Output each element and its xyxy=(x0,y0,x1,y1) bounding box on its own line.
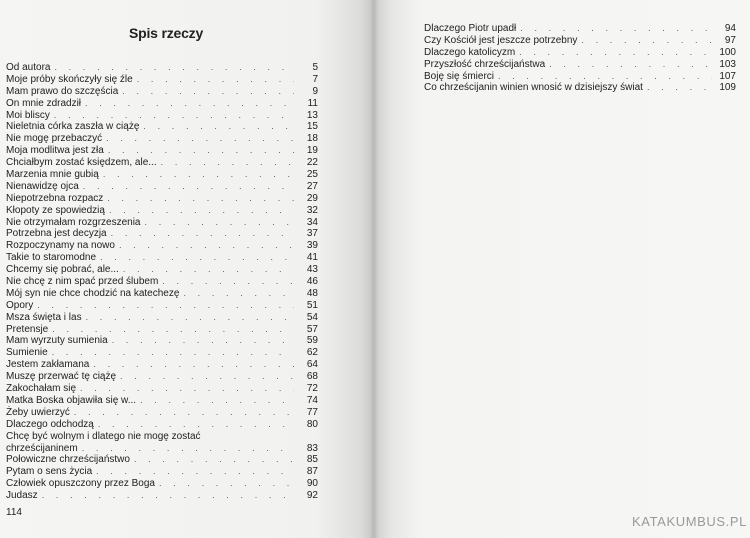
toc-entry-title: Msza święta i las xyxy=(6,311,82,323)
toc-leader-dots xyxy=(100,252,294,264)
toc-entry xyxy=(6,324,318,336)
toc-entry xyxy=(6,383,318,395)
toc-entry-page: 41 xyxy=(306,252,318,264)
toc-entry-title: Nieletnia córka zaszła w ciążę xyxy=(6,121,140,133)
toc-entry-page: 57 xyxy=(306,323,318,335)
page-number: 114 xyxy=(6,507,22,518)
toc-entry-page: 22 xyxy=(306,157,318,169)
toc-entry xyxy=(6,395,318,407)
toc-leader-dots xyxy=(519,47,712,59)
watermark: KATAKUMBUS.PL xyxy=(632,514,747,529)
toc-leader-dots xyxy=(109,205,294,217)
toc-entry xyxy=(6,133,318,145)
toc-entry-title: Kłopoty ze spowiedzią xyxy=(6,204,105,216)
toc-entry-page: 103 xyxy=(719,58,736,70)
toc-entry-page: 34 xyxy=(306,216,318,228)
toc-entry xyxy=(6,478,318,490)
toc-entry xyxy=(6,490,318,502)
toc-entry-page: 83 xyxy=(306,442,318,454)
toc-entry xyxy=(6,74,318,86)
toc-leader-dots xyxy=(103,169,294,181)
toc-leader-dots xyxy=(119,240,294,252)
toc-leader-dots xyxy=(86,312,294,324)
toc-entry-page: 62 xyxy=(306,347,318,359)
toc-entry xyxy=(6,205,318,217)
toc-list-left xyxy=(6,62,318,502)
toc-leader-dots xyxy=(520,23,712,35)
toc-leader-dots xyxy=(581,35,712,47)
toc-entry-title: Od autora xyxy=(6,62,51,73)
toc-leader-dots xyxy=(112,335,294,347)
toc-entry xyxy=(6,217,318,229)
toc-leader-dots xyxy=(498,71,712,83)
toc-entry-page: 48 xyxy=(306,287,318,299)
toc-entry-page: 37 xyxy=(306,228,318,240)
toc-entry-title: Co chrześcijanin winien wnosić w dzisiejszy świat xyxy=(424,82,643,94)
toc-entry-title: Chcemy się pobrać, ale... xyxy=(6,264,119,276)
toc-entry-page: 13 xyxy=(306,109,318,121)
toc-entry-page: 80 xyxy=(306,418,318,430)
toc-entry-title: Moje próby skończyły się źle xyxy=(6,73,133,85)
toc-entry xyxy=(6,335,318,347)
toc-entry-title: Takie to staromodne xyxy=(6,252,97,264)
toc-entry-title: Dlaczego odchodzą xyxy=(6,418,94,430)
toc-entry-title: On mnie zdradził xyxy=(6,97,82,109)
toc-entry-page: 59 xyxy=(306,335,318,347)
toc-entry-page: 7 xyxy=(312,73,318,85)
toc-entry xyxy=(6,300,318,312)
toc-entry xyxy=(6,62,318,74)
toc-entry-title: Boję się śmierci xyxy=(424,70,495,82)
toc-entry xyxy=(6,454,318,466)
toc-entry-title: Mam prawo do szczęścia xyxy=(6,85,119,97)
toc-entry-title: Pytam o sens życia xyxy=(6,466,93,478)
toc-entry-title: Sumienie xyxy=(6,347,48,359)
toc-entry-title: Czy Kościół jest jeszcze potrzebny xyxy=(424,34,578,46)
toc-entry-title: Nie mogę przebaczyć xyxy=(6,133,103,145)
toc-leader-dots xyxy=(161,157,294,169)
toc-entry xyxy=(6,240,318,252)
toc-entry-title: Dlaczego katolicyzm xyxy=(424,46,516,58)
toc-entry-title: Muszę przerwać tę ciążę xyxy=(6,371,117,383)
toc-entry-title: Opory xyxy=(6,299,34,311)
toc-leader-dots xyxy=(111,228,294,240)
toc-entry-title: Mój syn nie chce chodzić na katechezę xyxy=(6,287,180,299)
toc-entry-title: Zakochałam się xyxy=(6,383,77,395)
toc-leader-dots xyxy=(134,454,294,466)
toc-leader-dots xyxy=(83,181,294,193)
toc-entry-title: Jestem zakłamana xyxy=(6,359,90,371)
toc-entry-title: Rozpoczynamy na nowo xyxy=(6,240,115,252)
toc-entry xyxy=(6,193,318,205)
toc-entry-title: Niepotrzebna rozpacz xyxy=(6,192,104,204)
toc-entry xyxy=(6,228,318,240)
toc-leader-dots xyxy=(183,288,294,300)
toc-leader-dots xyxy=(82,443,294,455)
toc-leader-dots xyxy=(80,383,294,395)
toc-entry-page: 64 xyxy=(306,359,318,371)
toc-leader-dots xyxy=(647,82,712,94)
book-gutter xyxy=(369,0,379,538)
toc-entry-page: 109 xyxy=(719,82,736,94)
page-title: Spis rzeczy xyxy=(129,25,204,41)
toc-entry xyxy=(424,59,736,71)
toc-entry-title: Marzenia mnie gubią xyxy=(6,169,99,181)
toc-entry-title: Człowiek opuszczony przez Boga xyxy=(6,478,155,490)
toc-entry-page: 72 xyxy=(306,383,318,395)
toc-entry xyxy=(424,47,736,59)
toc-entry xyxy=(6,121,318,133)
toc-entry-title: Nie otrzymałam rozgrzeszenia xyxy=(6,216,141,228)
toc-entry-page: 15 xyxy=(306,121,318,133)
toc-leader-dots xyxy=(162,276,294,288)
toc-entry xyxy=(6,419,318,431)
toc-entry xyxy=(6,98,318,110)
toc-entry-title: Mam wyrzuty sumienia xyxy=(6,335,108,347)
toc-entry-title: Chciałbym zostać księdzem, ale... xyxy=(6,157,157,169)
toc-leader-dots xyxy=(52,324,294,336)
toc-entry-page: 39 xyxy=(306,240,318,252)
toc-entry-page: 46 xyxy=(306,276,318,288)
toc-entry-page: 32 xyxy=(306,204,318,216)
toc-leader-dots xyxy=(123,264,294,276)
toc-entry-title: Potrzebna jest decyzja xyxy=(6,228,107,240)
toc-leader-dots xyxy=(120,371,294,383)
toc-entry xyxy=(6,145,318,157)
toc-entry-title: chrześcijaninem xyxy=(6,442,78,454)
toc-leader-dots xyxy=(96,466,294,478)
toc-leader-dots xyxy=(145,217,295,229)
toc-leader-dots xyxy=(74,407,294,419)
toc-entry xyxy=(424,82,736,94)
toc-entry-title: Chcę być wolnym i dlatego nie mogę zostać xyxy=(6,430,201,442)
toc-entry-page: 74 xyxy=(306,394,318,406)
toc-leader-dots xyxy=(159,478,294,490)
toc-entry-page: 18 xyxy=(306,133,318,145)
toc-entry-title: Pretensje xyxy=(6,323,49,335)
toc-entry-page: 25 xyxy=(306,169,318,181)
toc-entry-title: Matka Boska objawiła się w... xyxy=(6,394,137,406)
toc-entry xyxy=(6,407,318,419)
toc-entry-page: 94 xyxy=(724,23,736,34)
toc-entry xyxy=(424,35,736,47)
toc-entry-page: 51 xyxy=(306,299,318,311)
toc-entry xyxy=(6,347,318,359)
toc-entry-page: 92 xyxy=(306,490,318,502)
toc-entry-page: 90 xyxy=(306,478,318,490)
toc-entry xyxy=(6,110,318,122)
toc-entry-page: 77 xyxy=(306,406,318,418)
toc-leader-dots xyxy=(108,145,294,157)
toc-entry-page: 100 xyxy=(719,46,736,58)
toc-entry xyxy=(6,86,318,98)
toc-entry xyxy=(6,252,318,264)
toc-entry xyxy=(424,23,736,35)
toc-leader-dots xyxy=(42,490,294,502)
toc-entry-page: 11 xyxy=(307,97,318,109)
toc-entry-page: 5 xyxy=(312,62,318,73)
toc-entry-page: 85 xyxy=(306,454,318,466)
toc-leader-dots xyxy=(122,86,294,98)
toc-entry-page: 68 xyxy=(306,371,318,383)
toc-leader-dots xyxy=(549,59,712,71)
toc-entry xyxy=(6,181,318,193)
toc-leader-dots xyxy=(137,74,294,86)
toc-entry xyxy=(6,157,318,169)
toc-entry-page: 9 xyxy=(312,85,318,97)
toc-entry xyxy=(424,71,736,83)
toc-leader-dots xyxy=(37,300,294,312)
toc-entry-page: 97 xyxy=(724,34,736,46)
toc-leader-dots xyxy=(54,62,294,74)
toc-entry xyxy=(6,359,318,371)
toc-entry-page: 54 xyxy=(306,311,318,323)
toc-entry xyxy=(6,466,318,478)
toc-entry-page: 29 xyxy=(306,192,318,204)
toc-entry xyxy=(6,371,318,383)
toc-leader-dots xyxy=(98,419,294,431)
toc-leader-dots xyxy=(85,98,294,110)
toc-entry-page: 87 xyxy=(306,466,318,478)
toc-leader-dots xyxy=(106,133,294,145)
toc-entry-page: 107 xyxy=(719,70,736,82)
toc-entry-page: 27 xyxy=(306,180,318,192)
toc-entry xyxy=(6,276,318,288)
toc-entry-title: Moi bliscy xyxy=(6,109,50,121)
toc-entry xyxy=(6,288,318,300)
toc-entry xyxy=(6,312,318,324)
toc-leader-dots xyxy=(54,110,294,122)
toc-entry-page: 19 xyxy=(306,145,318,157)
toc-leader-dots xyxy=(107,193,294,205)
toc-leader-dots xyxy=(140,395,294,407)
toc-entry-title: Judasz xyxy=(6,490,38,502)
toc-entry xyxy=(6,169,318,181)
toc-entry xyxy=(6,443,318,455)
toc-entry-title: Moja modlitwa jest zła xyxy=(6,145,104,157)
toc-entry xyxy=(6,431,318,443)
toc-entry-title: Dlaczego Piotr upadł xyxy=(424,23,517,34)
toc-leader-dots xyxy=(143,121,294,133)
toc-entry-title: Przyszłość chrześcijaństwa xyxy=(424,58,546,70)
toc-entry xyxy=(6,264,318,276)
toc-entry-title: Połowiczne chrześcijaństwo xyxy=(6,454,130,466)
toc-leader-dots xyxy=(93,359,294,371)
toc-entry-title: Nie chcę z nim spać przed ślubem xyxy=(6,276,159,288)
toc-list-right xyxy=(424,23,736,94)
toc-entry-title: Żeby uwierzyć xyxy=(6,406,70,418)
toc-entry-page: 43 xyxy=(306,264,318,276)
toc-leader-dots xyxy=(52,347,294,359)
toc-entry-title: Nienawidzę ojca xyxy=(6,180,79,192)
